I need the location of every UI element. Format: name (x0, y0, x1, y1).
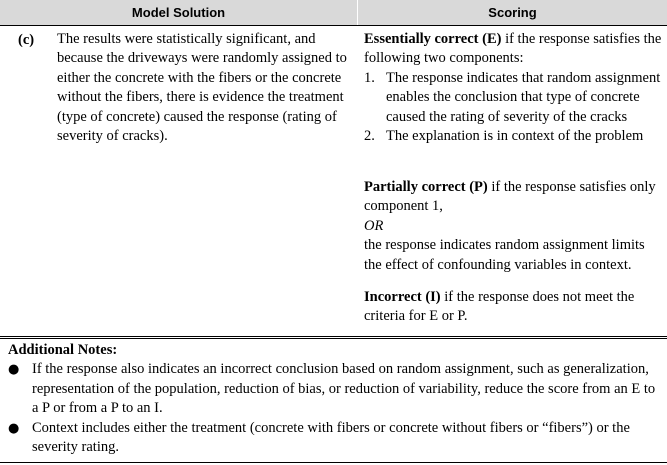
component-list (364, 69, 664, 147)
notes-top-rule (0, 336, 667, 337)
model-solution-header: Model Solution (0, 0, 357, 25)
partially-correct-block (364, 178, 664, 275)
incorrect-label: Incorrect (I) (364, 289, 441, 305)
additional-notes-title: Additional Notes: (8, 342, 118, 358)
essentially-correct-criteria: Essentially correct (E) if the response satisfies the following two components: (364, 31, 662, 67)
bullet-icon: ● (8, 420, 20, 436)
part-label: (c) (18, 32, 35, 48)
notes-top-rule-double (0, 338, 667, 339)
note-item: ● Context includes either the treatment (concrete with fibers or concrete without fibers or “fibers”) or the severity rating. (8, 419, 630, 456)
partially-correct-criteria: Partially correct (P) if the response satisfies only component 1, (364, 179, 656, 215)
scoring-header: Scoring (358, 0, 667, 25)
component-item: 1. The response indicates that random assignment enables the conclusion that type of concrete caused the rating of severity of the cracks (364, 69, 661, 125)
or-separator: OR (364, 217, 384, 234)
partially-correct-label: Partially correct (P) (364, 179, 488, 195)
notes-list (8, 360, 663, 457)
partially-correct-alternative: the response indicates random assignment limits the effect of confounding variables in context. (364, 237, 645, 273)
essentially-correct-label: Essentially correct (E) (364, 31, 502, 47)
component-item: 2. The explanation is in context of the problem (364, 128, 644, 145)
bottom-rule (0, 462, 667, 463)
header-divider (357, 0, 358, 25)
header-rule (0, 25, 667, 26)
bullet-icon: ● (8, 362, 20, 378)
note-item: ● If the response also indicates an incorrect conclusion based on random assignment, such as generalization, representation of the population, reduction of bias, or reduction of variability, reduce the score from an E to a P or from a P to an I. (8, 361, 656, 417)
additional-notes (8, 341, 663, 457)
model-solution-text: The results were statistically significant, and because the driveways were randomly assigned to either the concrete with the fibers or the concrete without the fibers, there is evidence the treatment (type of concrete) caused the response (rating of severity of cracks). (57, 31, 347, 145)
essentially-correct-block (364, 30, 664, 146)
incorrect-criteria: Incorrect (I) if the response does not meet the criteria for E or P. (364, 289, 635, 325)
incorrect-block (364, 288, 664, 327)
